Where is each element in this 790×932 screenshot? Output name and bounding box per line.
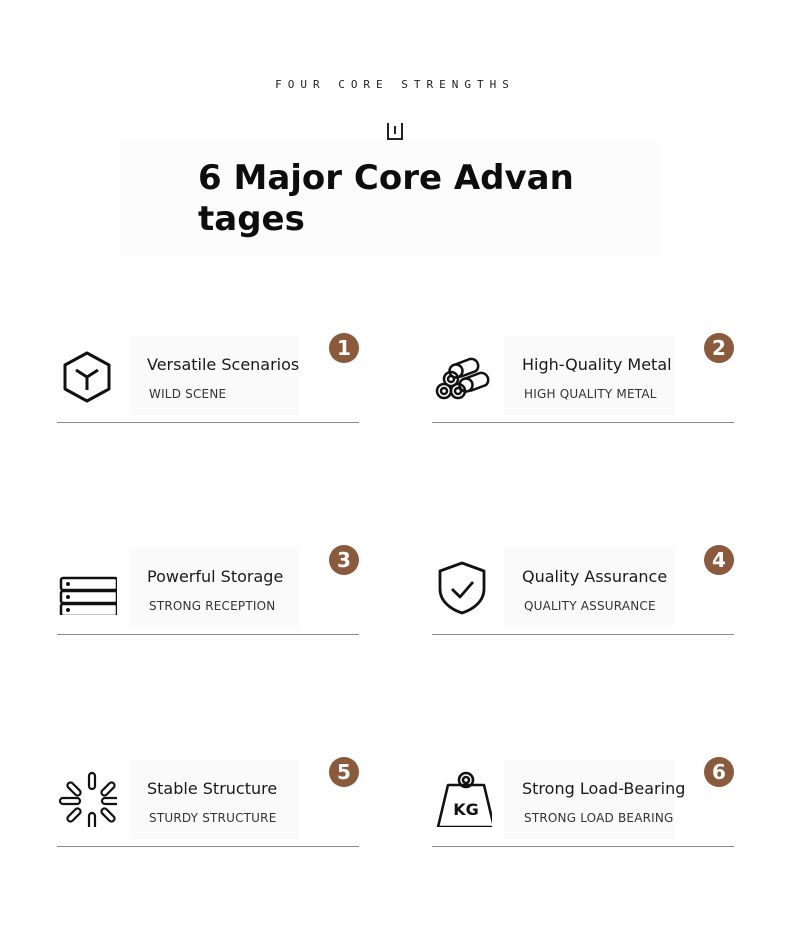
server-stack-icon [57, 555, 117, 615]
page-title: 6 Major Core Advantages [198, 158, 574, 239]
feature-card-4 [432, 545, 734, 645]
divider-line [57, 846, 359, 847]
burst-icon [57, 767, 117, 827]
feature-subtitle: STURDY STRUCTURE [149, 811, 277, 825]
feature-title: Quality Assurance [522, 567, 668, 586]
label-panel [129, 759, 299, 839]
number-badge: 6 [704, 757, 734, 787]
eyebrow-text: FOUR CORE STRENGTHS [275, 78, 515, 91]
feature-subtitle: STRONG RECEPTION [149, 599, 276, 613]
divider-line [57, 634, 359, 635]
svg-text:KG: KG [453, 800, 479, 819]
number-badge: 4 [704, 545, 734, 575]
feature-title: Stable Structure [147, 779, 278, 798]
feature-subtitle: HIGH QUALITY METAL [524, 387, 657, 401]
number-badge: 2 [704, 333, 734, 363]
number-badge: 5 [329, 757, 359, 787]
divider-line [57, 422, 359, 423]
feature-card-3 [57, 545, 359, 645]
metal-pipes-icon [432, 343, 492, 403]
feature-subtitle: WILD SCENE [149, 387, 227, 401]
divider-line [432, 422, 734, 423]
label-panel [129, 547, 299, 627]
label-panel [504, 335, 674, 415]
feature-title: Powerful Storage [147, 567, 284, 586]
feature-subtitle: STRONG LOAD BEARING [524, 811, 674, 825]
label-panel [504, 759, 674, 839]
feature-title: Strong Load-Bearing [522, 779, 686, 798]
label-panel [504, 547, 674, 627]
feature-title: Versatile Scenarios [147, 355, 300, 374]
feature-subtitle: QUALITY ASSURANCE [524, 599, 656, 613]
number-badge: 1 [329, 333, 359, 363]
feature-card-5 [57, 757, 359, 857]
feature-card-6 [432, 757, 734, 857]
feature-title: High-Quality Metal [522, 355, 672, 374]
divider-line [432, 634, 734, 635]
shield-check-icon [432, 555, 492, 615]
number-badge: 3 [329, 545, 359, 575]
divider-line [432, 846, 734, 847]
label-panel [129, 335, 299, 415]
cube-icon [57, 343, 117, 403]
kg-weight-icon [432, 767, 492, 827]
feature-card-1 [57, 333, 359, 433]
feature-card-2 [432, 333, 734, 433]
